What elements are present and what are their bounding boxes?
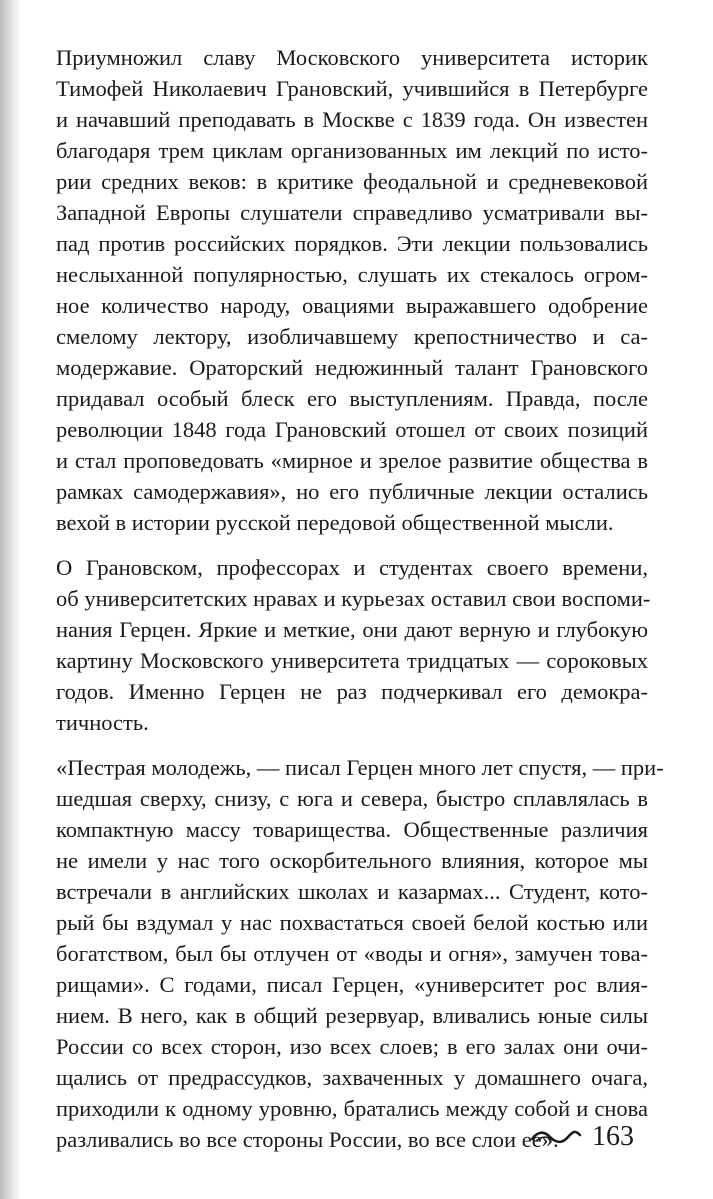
- text-line: годов. Именно Герцен не раз подчеркивал его демокра-: [56, 679, 648, 704]
- text-line: революции 1848 года Грановский отошел от своих позиций: [56, 417, 648, 442]
- text-line: неслыханной популярностью, слушать их стекалось огром-: [56, 262, 648, 287]
- text-line: рищами». С годами, писал Герцен, «университет рос влия-: [56, 972, 648, 997]
- text-line: встречали в английских школах и казармах... Студент, кото-: [56, 879, 648, 904]
- text-line: России со всех сторон, изо всех слоев; в его залах они очи-: [56, 1034, 648, 1059]
- text-line: и начавший преподавать в Москве с 1839 года. Он известен: [56, 107, 648, 132]
- text-line: О Грановском, профессорах и студентах своего времени,: [56, 555, 648, 580]
- text-line: щались от предрассудков, захваченных у домашнего очага,: [56, 1065, 648, 1090]
- tilde-ornament-icon: [530, 1127, 582, 1147]
- text-line: шедшая сверху, снизу, с юга и севера, быстро сплавлялась в: [56, 786, 648, 811]
- text-line: рии средних веков: в критике феодальной и средневековой: [56, 169, 648, 194]
- text-line: об университетских нравах и курьезах оставил свои воспоми-: [56, 586, 651, 611]
- text-line: пад против российских порядков. Эти лекции пользовались: [56, 231, 648, 256]
- text-line: «Пестрая молодежь, — писал Герцен много лет спустя, — при-: [56, 755, 664, 780]
- text-line: Тимофей Николаевич Грановский, учившийся в Петербурге: [56, 76, 648, 101]
- paragraph-1: [56, 42, 648, 538]
- text-line: нания Герцен. Яркие и меткие, они дают верную и глубокую: [56, 617, 648, 642]
- text-line: богатством, был бы отлучен от «воды и огня», замучен това-: [56, 941, 648, 966]
- text-line: приходили к одному уровню, братались между собой и снова: [56, 1096, 648, 1121]
- paragraph-3: [56, 752, 664, 1155]
- text-line: рамках самодержавия», но его публичные лекции остались: [56, 479, 648, 504]
- scan-edge-shadow: [0, 0, 22, 1199]
- text-line: смелому лектору, изобличавшему крепостничество и са-: [56, 324, 648, 349]
- text-line: и стал проповедовать «мирное и зрелое развитие общества в: [56, 448, 648, 473]
- text-line: компактную массу товарищества. Общественные различия: [56, 817, 648, 842]
- text-line: Приумножил славу Московского университета историк: [56, 45, 648, 70]
- paragraph-2: [56, 552, 651, 738]
- page-body: [56, 42, 664, 1169]
- page-footer: [530, 1117, 660, 1157]
- text-line: вехой в истории русской передовой общественной мысли.: [56, 510, 614, 535]
- text-line: рый бы вздумал у нас похвастаться своей белой костью или: [56, 910, 648, 935]
- text-line: модержавие. Ораторский недюжинный талант Грановского: [56, 355, 648, 380]
- text-line: нием. В него, как в общий резервуар, вливались юные силы: [56, 1003, 648, 1028]
- text-line: ное количество народу, овациями выражавшего одобрение: [56, 293, 648, 318]
- text-line: разливались во все стороны России, во все слои ее».: [56, 1127, 559, 1152]
- text-line: придавал особый блеск его выступлениям. Правда, после: [56, 386, 648, 411]
- text-line: благодаря трем циклам организованных им лекций по исто-: [56, 138, 648, 163]
- text-line: Западной Европы слушатели справедливо усматривали вы-: [56, 200, 648, 225]
- text-line: тичность.: [56, 710, 149, 735]
- text-line: не имели у нас того оскорбительного влияния, которое мы: [56, 848, 648, 873]
- text-line: картину Московского университета тридцатых — сороковых: [56, 648, 648, 673]
- page-number: 163: [592, 1121, 634, 1152]
